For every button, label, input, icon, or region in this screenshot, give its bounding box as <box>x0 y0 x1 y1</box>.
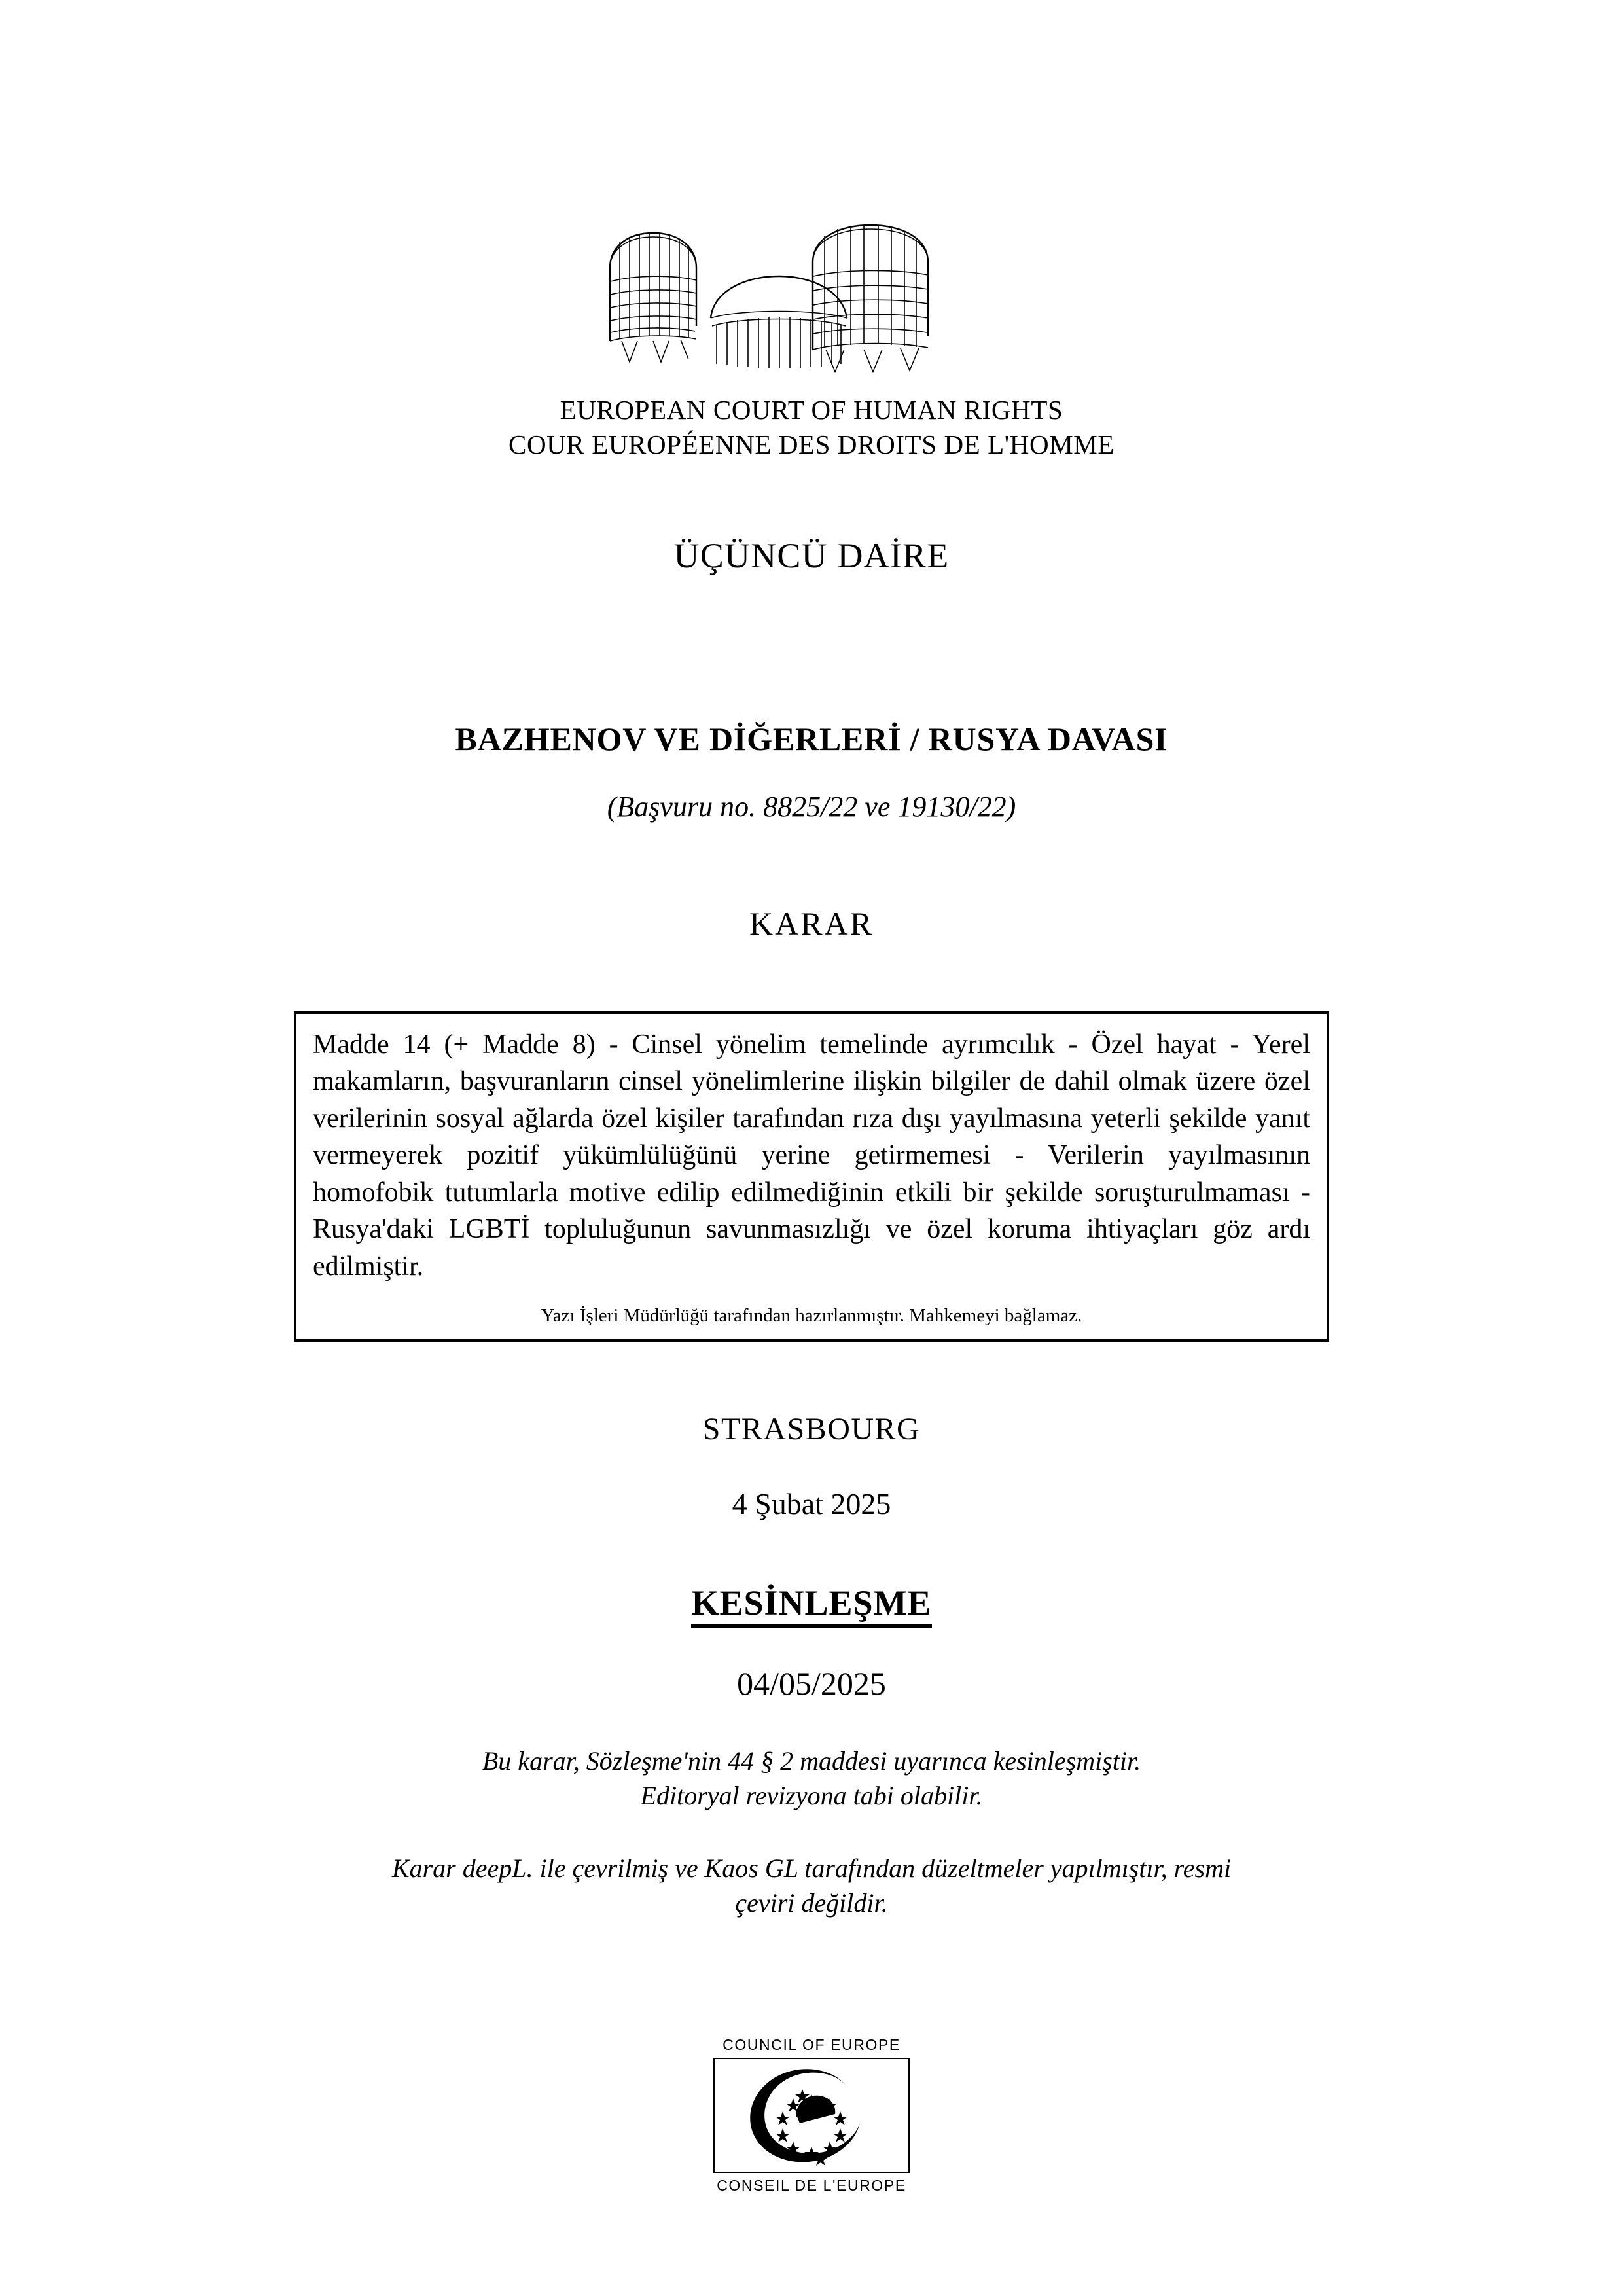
publication-date: 4 Şubat 2025 <box>732 1487 891 1520</box>
document-type-heading: KARAR <box>749 905 874 942</box>
case-title: BAZHENOV VE DİĞERLERİ / RUSYA DAVASI <box>455 721 1168 757</box>
coe-label-fr: CONSEIL DE L'EUROPE <box>717 2177 906 2195</box>
case-summary-box <box>294 1011 1329 1342</box>
finality-date: 04/05/2025 <box>737 1665 886 1702</box>
publication-place: STRASBOURG <box>702 1412 921 1446</box>
case-summary-text: Madde 14 (+ Madde 8) - Cinsel yönelim temelinde ayrımcılık - Özel hayat - Yerel makamların, başvuranların cinsel yönelimlerine ilişkin bilgiler de dahil olmak üzere özel verilerinin sosyal ağlarda özel kişiler tarafından rıza dışı yayılmasına yeterli şekilde yanıt vermeyerek pozitif yükümlülüğünü yerine getirmemesi - Verilerin yayılmasının homofobik tutumlarla motive edilip edilmediğinin etkili bir şekilde soruşturulmaması - Rusya'daki LGBTİ topluluğunun savunmasızlığı ve özel koruma ihtiyaçları göz ardı edilmiştir. <box>313 1030 1310 1282</box>
institution-name-fr: COUR EUROPÉENNE DES DROITS DE L'HOMME <box>508 429 1115 460</box>
finality-note-line-2: Editoryal revizyona tabi olabilir. <box>640 1781 983 1811</box>
section-name: ÜÇÜNCÜ DAİRE <box>673 536 950 575</box>
institution-names <box>0 393 1623 463</box>
council-of-europe-emblem-icon <box>0 2037 1623 2195</box>
finality-note <box>0 1744 1623 1813</box>
echr-building-icon <box>0 221 1623 375</box>
coe-label-en: COUNCIL OF EUROPE <box>722 2036 901 2053</box>
translation-note-line-1: Karar deepL. ile çevrilmiş ve Kaos GL tarafından düzeltmeler yapılmıştır, resmi <box>391 1854 1232 1883</box>
translation-note <box>0 1851 1623 1920</box>
translation-note-line-2: çeviri değildir. <box>735 1888 888 1918</box>
finality-heading-text: KESİNLEŞME <box>691 1583 931 1628</box>
application-numbers: (Başvuru no. 8825/22 ve 19130/22) <box>607 791 1016 823</box>
institution-name-en: EUROPEAN COURT OF HUMAN RIGHTS <box>560 395 1063 425</box>
finality-heading <box>0 1583 1623 1623</box>
registry-disclaimer: Yazı İşleri Müdürlüğü tarafından hazırlanmıştır. Mahkemeyi bağlamaz. <box>541 1305 1082 1327</box>
finality-note-line-1: Bu karar, Sözleşme'nin 44 § 2 maddesi uyarınca kesinleşmiştir. <box>482 1746 1141 1776</box>
coe-emblem-frame <box>713 2058 910 2173</box>
